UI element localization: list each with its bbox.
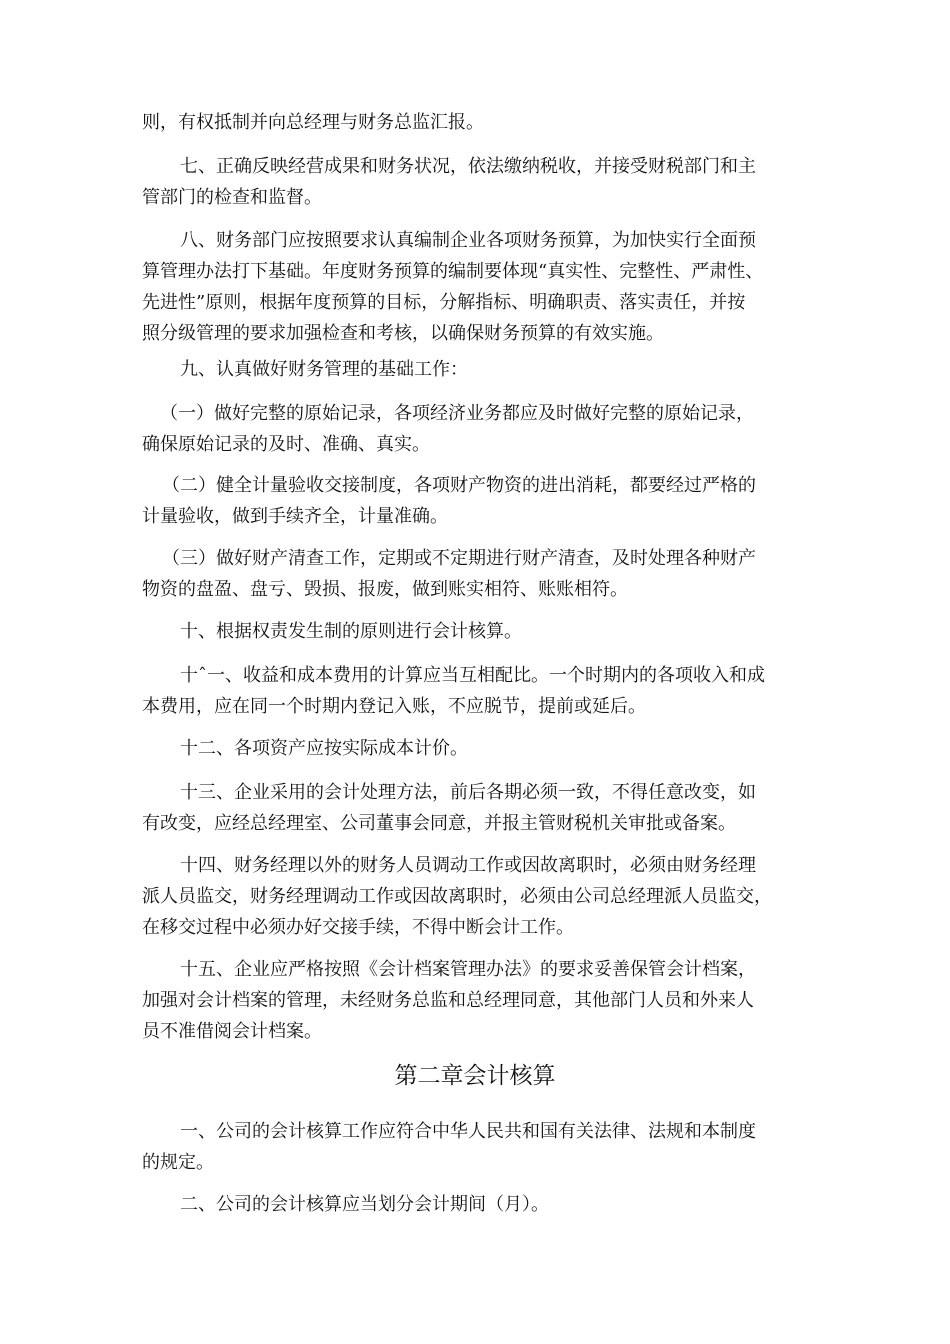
text-line: 则，有权抵制并向总经理与财务总监汇报。: [142, 112, 484, 133]
chapter-heading: 第二章会计核算: [394, 1063, 556, 1089]
text-line: 一、公司的会计核算工作应符合中华人民共和国有关法律、法规和本制度: [180, 1121, 756, 1142]
text-line: 本费用，应在同一个时期内登记入账，不应脱节，提前或延后。: [142, 696, 646, 717]
text-line: 的规定。: [142, 1152, 214, 1173]
text-line: （三）做好财产清查工作，定期或不定期进行财产清查，及时处理各种财产: [162, 548, 756, 569]
text-line: 员不准借阅会计档案。: [142, 1021, 322, 1042]
text-line: 十二、各项资产应按实际成本计价。: [180, 738, 468, 759]
text-line: 十四、财务经理以外的财务人员调动工作或因故离职时，必须由财务经理: [180, 855, 756, 876]
text-line: 先进性”原则，根据年度预算的目标，分解指标、明确职责、落实责任，并按: [142, 292, 746, 313]
text-line: 派人员监交，财务经理调动工作或因故离职时，必须由公司总经理派人员监交，: [142, 886, 772, 907]
text-line: 十五、企业应严格按照《会计档案管理办法》的要求妥善保管会计档案，: [180, 959, 756, 980]
text-line: 加强对会计档案的管理，未经财务总监和总经理同意，其他部门人员和外来人: [142, 990, 754, 1011]
text-line: 九、认真做好财务管理的基础工作：: [180, 359, 468, 380]
text-line: 八、财务部门应按照要求认真编制企业各项财务预算，为加快实行全面预: [180, 230, 756, 251]
text-line: 确保原始记录的及时、准确、真实。: [142, 434, 430, 455]
text-line: 七、正确反映经营成果和财务状况，依法缴纳税收，并接受财税部门和主: [180, 156, 756, 177]
text-line: 十三、企业采用的会计处理方法，前后各期必须一致，不得任意改变，如: [180, 782, 756, 803]
text-line: 在移交过程中必须办好交接手续，不得中断会计工作。: [142, 917, 574, 938]
text-line: 照分级管理的要求加强检查和考核，以确保财务预算的有效实施。: [142, 323, 664, 344]
text-line: 二、公司的会计核算应当划分会计期间（月）。: [180, 1194, 549, 1215]
text-line: 算管理办法打下基础。年度财务预算的编制要体现“真实性、完整性、严肃性、: [142, 261, 764, 282]
text-line: 十、根据权责发生制的原则进行会计核算。: [180, 621, 522, 642]
text-line: 管部门的检查和监督。: [142, 187, 322, 208]
text-line: 计量验收，做到手续齐全，计量准确。: [142, 506, 448, 527]
text-line: （一）做好完整的原始记录，各项经济业务都应及时做好完整的原始记录，: [160, 403, 754, 424]
text-line: 有改变，应经总经理室、公司董事会同意，并报主管财税机关审批或备案。: [142, 813, 736, 834]
text-line: 十ˆ一、收益和成本费用的计算应当互相配比。一个时期内的各项收入和成: [180, 665, 765, 686]
text-line: （二）健全计量验收交接制度，各项财产物资的进出消耗，都要经过严格的: [162, 475, 756, 496]
text-line: 物资的盘盈、盘亏、毁损、报废，做到账实相符、账账相符。: [142, 579, 628, 600]
